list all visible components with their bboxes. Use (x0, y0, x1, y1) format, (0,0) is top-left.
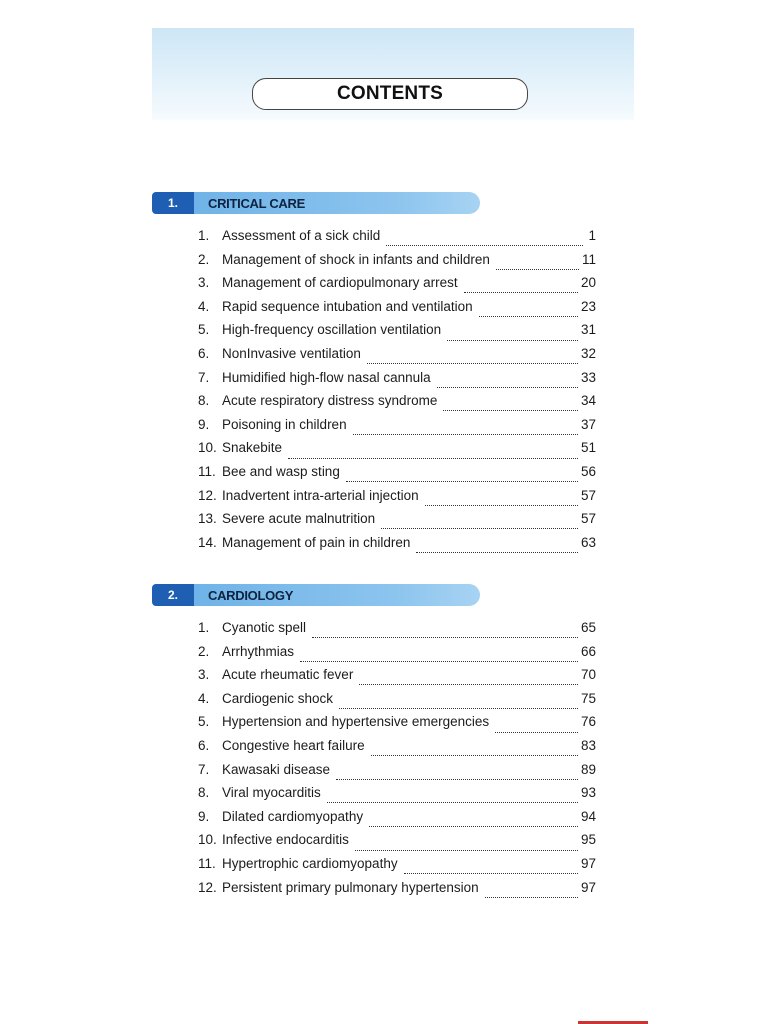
toc-entry[interactable] (198, 856, 596, 880)
toc-entry-number: 4. (198, 690, 210, 706)
dot-leader (353, 424, 578, 435)
toc-entry-page: 97 (580, 855, 596, 871)
section-title: CARDIOLOGY (194, 584, 480, 606)
toc-entry-title: Cyanotic spell (222, 620, 307, 635)
toc-entry[interactable] (198, 440, 596, 464)
toc-entry-number: 8. (198, 785, 210, 801)
dot-leader (381, 518, 578, 529)
toc-entry[interactable] (198, 228, 596, 252)
page-title (252, 78, 528, 110)
toc-entry[interactable] (198, 511, 596, 535)
toc-entry-page: 70 (580, 667, 596, 683)
toc-entry-title: Congestive heart failure (222, 737, 365, 753)
dot-leader (447, 330, 578, 341)
toc-entry-page: 37 (580, 416, 596, 432)
toc-entry[interactable] (198, 252, 596, 276)
toc-entry-number: 10. (198, 832, 217, 848)
toc-entry-number: 5. (198, 714, 210, 730)
toc-entry-page: 23 (580, 298, 596, 314)
toc-entry[interactable] (198, 370, 596, 394)
toc-entry-page: 51 (580, 440, 596, 456)
toc-entry-title: Snakebite (222, 440, 283, 456)
toc-entry[interactable] (198, 738, 596, 762)
page-title-text: CONTENTS (336, 83, 444, 104)
toc-entry-page: 1 (588, 228, 596, 243)
toc-entry-title: Acute respiratory distress syndrome (222, 393, 438, 409)
toc-entry-title: Viral myocarditis (222, 785, 321, 801)
toc-entry-title: Inadvertent intra-arterial injection (222, 487, 419, 503)
dot-leader (443, 400, 578, 411)
dot-leader (336, 769, 578, 780)
toc-entry[interactable] (198, 417, 596, 441)
toc-entry[interactable] (198, 464, 596, 488)
toc-entry-title: Hypertrophic cardiomyopathy (222, 855, 398, 871)
toc-entry-number: 4. (198, 298, 210, 314)
toc-entry-page: 56 (580, 463, 596, 479)
toc-entry-number: 7. (198, 369, 210, 385)
toc-entry-page: 97 (580, 879, 596, 895)
toc-entry-number: 14. (198, 534, 217, 550)
dot-leader (300, 651, 578, 662)
dot-leader (346, 471, 578, 482)
toc-entry[interactable] (198, 488, 596, 512)
toc-entry-page: 75 (580, 690, 596, 706)
toc-entry[interactable] (198, 785, 596, 809)
toc-entry-page: 76 (580, 714, 596, 730)
toc-entry-title: Infective endocarditis (222, 832, 349, 848)
dot-leader (464, 282, 578, 293)
dot-leader (288, 448, 578, 459)
toc-entry-title: Kawasaki disease (222, 761, 331, 777)
dot-leader (496, 259, 579, 270)
toc-entry-page: 83 (580, 737, 596, 753)
toc-entry-page: 63 (580, 534, 596, 550)
toc-entry[interactable] (198, 809, 596, 833)
toc-entry-number: 11. (198, 463, 216, 479)
toc-entry-page: 66 (580, 643, 596, 659)
toc-entry-number: 1. (198, 620, 210, 635)
toc-entry-title: Cardiogenic shock (222, 690, 334, 706)
toc-entry-number: 3. (198, 275, 210, 291)
dot-leader (359, 674, 578, 685)
toc-entry[interactable] (198, 880, 596, 904)
toc-entry-page: 32 (580, 345, 596, 361)
dot-leader (367, 353, 578, 364)
toc-entry-page: 95 (580, 832, 596, 848)
dot-leader (404, 863, 578, 874)
toc-entry-number: 9. (198, 416, 210, 432)
toc-entry-page: 34 (580, 393, 596, 409)
toc-entry-number: 8. (198, 393, 210, 409)
toc-entry-page: 11 (581, 251, 596, 267)
toc-entry-title: NonInvasive ventilation (222, 345, 361, 361)
toc-entry-page: 20 (580, 275, 596, 291)
toc-entry-title: Humidified high-flow nasal cannula (222, 369, 431, 385)
dot-leader (437, 377, 578, 388)
toc-entry-number: 12. (198, 487, 217, 503)
toc-entry-number: 1. (198, 228, 210, 243)
dot-leader (495, 722, 578, 733)
dot-leader (371, 745, 578, 756)
toc-entry[interactable] (198, 322, 596, 346)
toc-entry-page: 57 (580, 487, 596, 503)
dot-leader (369, 816, 578, 827)
dot-leader (416, 542, 578, 553)
toc-entry-number: 2. (198, 251, 210, 267)
toc-entry-number: 6. (198, 737, 210, 753)
toc-entry[interactable] (198, 535, 596, 559)
toc-list-cardiology (198, 620, 596, 903)
toc-entry[interactable] (198, 275, 596, 299)
toc-entry-number: 7. (198, 761, 210, 777)
toc-entry[interactable] (198, 762, 596, 786)
toc-entry[interactable] (198, 714, 596, 738)
toc-entry-number: 2. (198, 643, 210, 659)
toc-entry-page: 33 (580, 369, 596, 385)
toc-entry-number: 9. (198, 808, 210, 824)
section-number-badge: 1. (152, 192, 194, 214)
toc-entry[interactable] (198, 620, 596, 644)
dot-leader (425, 495, 578, 506)
toc-entry[interactable] (198, 393, 596, 417)
toc-entry-title: Severe acute malnutrition (222, 511, 376, 527)
toc-entry[interactable] (198, 691, 596, 715)
toc-entry-title: Persistent primary pulmonary hypertension (222, 879, 479, 895)
toc-entry-title: High-frequency oscillation ventilation (222, 322, 442, 338)
toc-entry-page: 93 (580, 785, 596, 801)
toc-entry-title: Arrhythmias (222, 643, 295, 659)
toc-entry-title: Rapid sequence intubation and ventilation (222, 298, 473, 314)
toc-entry[interactable] (198, 832, 596, 856)
dot-leader (327, 792, 578, 803)
toc-entry-page: 57 (580, 511, 596, 527)
toc-entry-page: 31 (580, 322, 596, 338)
toc-entry-number: 3. (198, 667, 210, 683)
section-number-badge: 2. (152, 584, 194, 606)
toc-entry-title: Acute rheumatic fever (222, 667, 354, 683)
toc-entry-title: Management of pain in children (222, 534, 411, 550)
toc-entry-number: 6. (198, 345, 210, 361)
toc-entry-number: 11. (198, 855, 216, 871)
toc-entry-title: Hypertension and hypertensive emergencies (222, 714, 490, 730)
toc-entry[interactable] (198, 346, 596, 370)
dot-leader (355, 840, 578, 851)
toc-entry[interactable] (198, 667, 596, 691)
toc-entry-title: Dilated cardiomyopathy (222, 808, 364, 824)
toc-entry-number: 10. (198, 440, 217, 456)
toc-entry-title: Management of cardiopulmonary arrest (222, 275, 458, 291)
toc-entry-title: Bee and wasp sting (222, 463, 340, 479)
dot-leader (386, 235, 583, 246)
toc-entry-page: 65 (580, 620, 596, 635)
toc-entry-number: 12. (198, 879, 217, 895)
section-title: CRITICAL CARE (194, 192, 480, 214)
toc-entry-title: Assessment of a sick child (222, 228, 381, 243)
toc-entry-page: 94 (580, 808, 596, 824)
toc-entry-title: Management of shock in infants and children (222, 251, 490, 267)
dot-leader (312, 627, 578, 638)
dot-leader (339, 698, 578, 709)
toc-entry[interactable] (198, 299, 596, 323)
toc-entry-title: Poisoning in children (222, 416, 347, 432)
toc-entry-number: 5. (198, 322, 210, 338)
toc-entry-number: 13. (198, 511, 217, 527)
toc-list-critical-care (198, 228, 596, 558)
dot-leader (485, 887, 578, 898)
dot-leader (479, 306, 578, 317)
toc-entry-page: 89 (580, 761, 596, 777)
toc-entry[interactable] (198, 644, 596, 668)
